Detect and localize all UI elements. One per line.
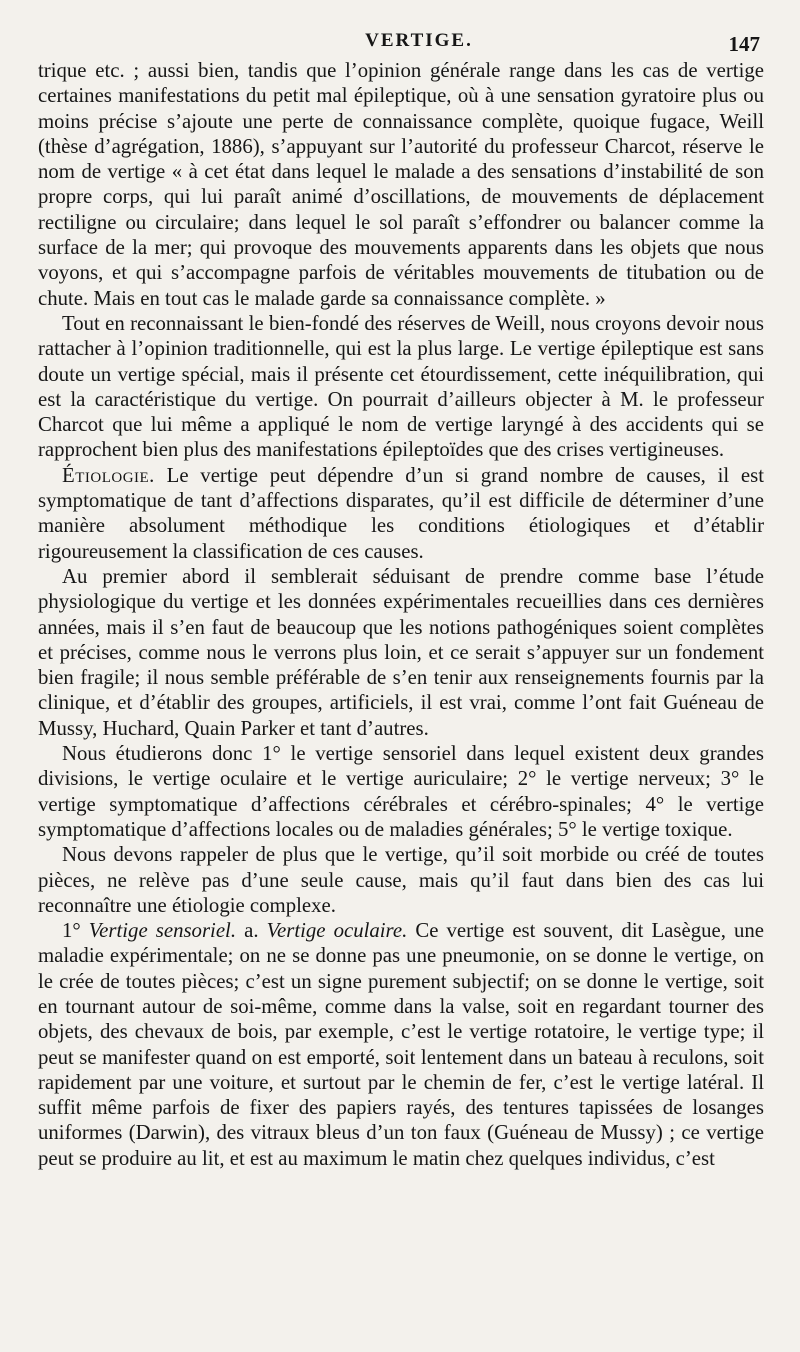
paragraph-text: Nous étudierons donc 1° le vertige sensoriel dans lequel existent deux grandes divisions, le vertige oculaire et le vertige auriculaire; 2° le vertige nerveux; 3° le vertige symptomatique d’affections cérébrales et cérébro-spinales; 4° le vertige symptomatique d’affections locales ou de maladies générales; 5° le vertige toxique. [38,742,764,841]
page-body [38,58,764,1171]
section-heading-etiologie: Étiologie. [62,463,155,487]
paragraph [38,58,764,311]
paragraph-text: trique etc. ; aussi bien, tandis que l’opinion générale range dans les cas de vertige certaines manifestations du petit mal épileptique, où à une sensation gyratoire plus ou moins précise s’ajoute une perte de connaissance complète, quoique fugace, Weill (thèse d’agrégation, 1886), s’appuyant sur l’autorité du professeur Charcot, réserve le nom de vertige « à cet état dans lequel le malade a des sensations d’instabilité de son propre corps, qui lui paraît animé d’oscillations, de mouvements de déplacement rectiligne ou circulaire; dans lequel le sol paraît s’effondrer ou balancer comme la surface de la mer; qui provoque des mouvements apparents dans les objets que nous voyons, et qui s’accompagne parfois de véritables mouvements de titubation ou de chute. Mais en tout cas le malade garde sa connaissance complète. » [38,59,764,310]
section-heading-vertige-sensoriel: Vertige sensoriel. [88,919,237,943]
paragraph [38,741,764,842]
subsection-heading-vertige-oculaire: Vertige oculaire. [266,919,408,943]
paragraph [38,918,764,1171]
paragraph [38,311,764,463]
paragraph [38,564,764,741]
paragraph-text: Le vertige peut dépendre d’un si grand nombre de causes, il est symptomatique de tant d’affections disparates, qu’il est difficile de déterminer d’une manière absolument méthodique les conditions étiologiques et d’établir rigoureusement la classification de ces causes. [38,463,764,563]
page-number: 147 [728,32,760,56]
paragraph-text: Nous devons rappeler de plus que le vertige, qu’il soit morbide ou créé de toutes pièces, ne relève pas d’une seule cause, mais qu’il faut dans bien des cas lui reconnaître une étiologie complexe. [38,843,764,917]
paragraph-text: Ce vertige est souvent, dit Lasègue, une maladie expérimentale; on ne se donne pas une pneumonie, on se donne le vertige, on le crée de toutes pièces; c’est un signe purement subjectif; on se donne le vertige, soit en tournant autour de soi-même, comme dans la valse, soit en regardant tourner des objets, des chevaux de bois, par exemple, c’est le vertige rotatoire, le vertige type; il peut se manifester quand on est emporté, soit lentement dans un bateau à reculons, soit rapidement par une voiture, et surtout par le chemin de fer, c’est le vertige latéral. Il suffit même parfois de fixer des papiers rayés, des tentures tapissées de losanges uniformes (Darwin), des vitraux bleus d’un ton faux (Guéneau de Mussy) ; ce vertige peut se produire au lit, et est au maximum le matin chez quelques individus, c’est [38,919,765,1170]
section-number: 1° [62,919,81,943]
paragraph [38,463,764,564]
subsection-letter: a. [244,919,259,943]
paragraph [38,842,764,918]
running-title: VERTIGE. [365,30,473,51]
paragraph-text: Au premier abord il semblerait séduisant de prendre comme base l’étude physiologique du vertige et les données expérimentales recueillies dans ces dernières années, mais il s’en faut de beaucoup que les notions pathogéniques soient complètes et précises, comme nous le verrons plus loin, et ce serait s’appuyer sur un fondement bien fragile; il nous semble préférable de s’en tenir aux renseignements fournis par la clinique, et d’établir des groupes, artificiels, il est vrai, comme l’ont fait Guéneau de Mussy, Huchard, Quain Parker et tant d’autres. [38,564,764,740]
paragraph-text: Tout en reconnaissant le bien-fondé des réserves de Weill, nous croyons devoir nous rattacher à l’opinion traditionnelle, qui est la plus large. Le vertige épileptique est sans doute un vertige spécial, mais il présente cet étourdissement, cette inéquilibration, qui est la caractéristique du vertige. On pourrait d’ailleurs objecter à M. le professeur Charcot que lui même a appliqué le nom de vertige laryngé à des accidents qui se rapprochent bien plus des manifestations épileptoïdes que des crises vertigineuses. [38,311,764,462]
page-header [38,26,764,58]
